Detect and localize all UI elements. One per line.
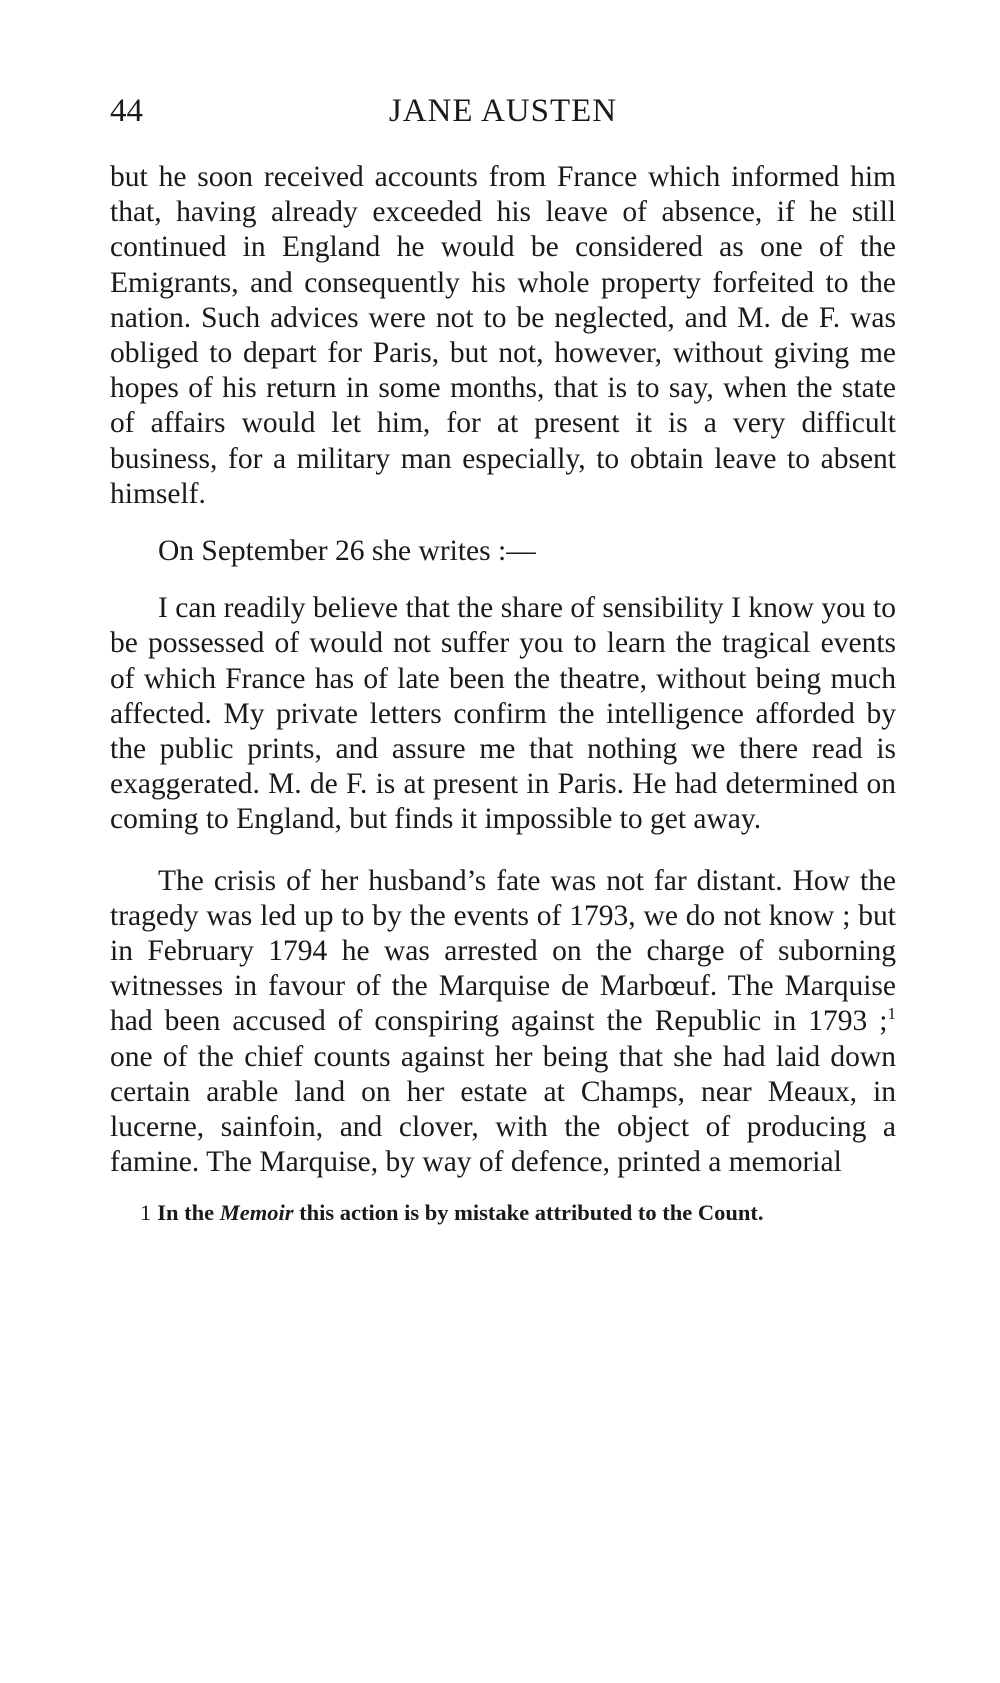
letter-intro: On September 26 she writes :— — [158, 535, 536, 568]
footnote-number: 1 — [140, 1200, 152, 1226]
running-head — [110, 86, 896, 136]
paragraph-continued: but he soon received accounts from France which informed him that, having already exceeded his leave of absence, if he still continued in England he would be considered as one of the Emigrants, and consequently his whole property forfeited to the nation. Such advices were not to be neglected, and M. de F. was obliged to depart for Paris, but not, however, without giving me hopes of his return in some months, that is to say, when the state of affairs would let him, for at present it is a very difficult business, for a military man especially, to obtain leave to absent himself. — [110, 161, 896, 510]
running-title: JANE AUSTEN — [388, 93, 618, 129]
footnote-title: Memoir — [219, 1200, 294, 1226]
letter-quote: I can readily believe that the share of sensibility I know you to be possessed of would not suffer you to learn the tragical events of which France has of late been the theatre, without being much affected. My private letters confirm the intelligence afforded by the public prints, and assure me that nothing we there read is exaggerated. M. de F. is at present in Paris. He had determined on coming to England, but finds it impossible to get away. — [110, 592, 896, 836]
narrative-text-part2: one of the chief counts against her being that she had laid down certain arable land on her estate at Champs, near Meaux, in lucerne, sainfoin, and clover, with the object of producing a famine. The Marquise, by way of defence, printed a memorial — [110, 1040, 896, 1179]
footnote — [110, 1198, 896, 1228]
narrative-text-part1: The crisis of her husband’s fate was not far distant. How the tragedy was led up to by the events of 1793, we do not know ; but in February 1794 he was arrested on the charge of suborning witnesses in favour of the Marquise de Marbœuf. The Marquise had been accused of conspiring against the Republic in 1793 ; — [110, 864, 896, 1038]
footnote-text-before: In the — [157, 1200, 215, 1226]
book-page — [110, 86, 896, 1251]
narrative-paragraph — [110, 864, 896, 1181]
footnote-text-after: this action is by mistake attributed to the Count. — [299, 1200, 764, 1226]
page-number: 44 — [110, 93, 143, 129]
footnote-reference: 1 — [887, 1004, 896, 1024]
